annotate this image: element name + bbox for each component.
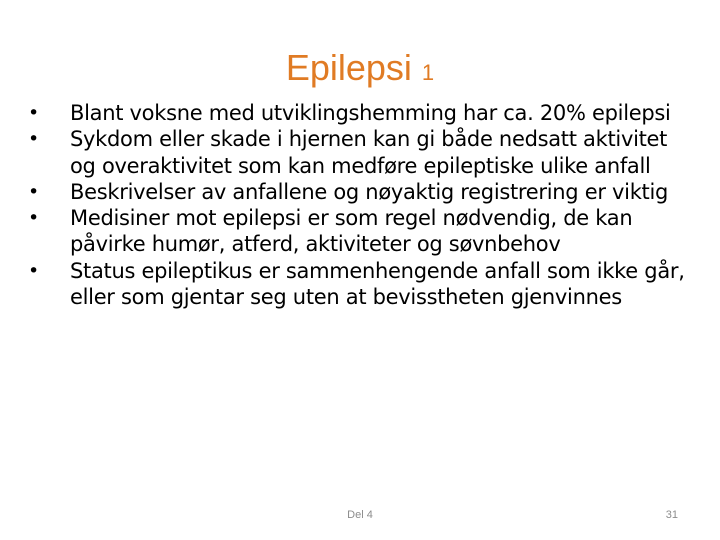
bullet-text: Medisiner mot epilepsi er som regel nødvendig, de kan påvirke humør, atferd, aktiviteter og søvnbehov	[70, 206, 633, 257]
bullet-item	[28, 205, 688, 258]
bullet-text: Blant voksne med utviklingshemming har ca. 20% epilepsi	[70, 101, 671, 125]
bullet-list	[28, 100, 688, 310]
bullet-item	[28, 126, 688, 179]
slide-title-number: 1	[421, 60, 435, 85]
bullet-marker: •	[28, 102, 39, 124]
bullet-text: Status epileptikus er sammenhengende anfall som ikke går, eller som gjentar seg uten at bevisstheten gjenvinnes	[70, 258, 685, 310]
page-number: 31	[665, 509, 678, 521]
bullet-item	[28, 258, 688, 311]
bullet-marker: •	[28, 259, 39, 282]
bullet-text: Beskrivelser av anfallene og nøyaktig registrering er viktig	[70, 179, 669, 204]
bullet-text: Sykdom eller skade i hjernen kan gi både nedsatt aktivitet og overaktivitet som kan medføre epileptiske ulike anfall	[70, 127, 668, 178]
bullet-item	[28, 100, 688, 126]
footer-label: Del 4	[347, 509, 373, 521]
slide-title-text: Epilepsi	[285, 47, 412, 88]
bullet-item	[28, 179, 688, 205]
bullet-marker: •	[28, 128, 39, 151]
slide-title	[0, 44, 720, 97]
bullet-marker: •	[28, 180, 39, 203]
bullet-marker: •	[28, 207, 39, 230]
